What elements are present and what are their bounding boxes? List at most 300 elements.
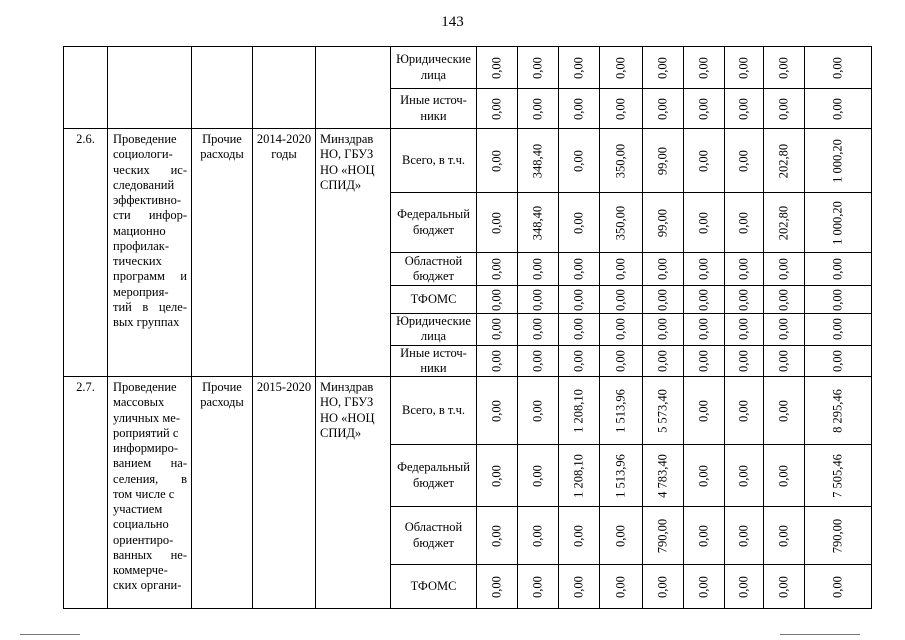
table-row xyxy=(64,129,872,193)
value-text: 0,00 xyxy=(613,97,628,120)
value-cell xyxy=(725,253,764,286)
name-word: не- xyxy=(170,547,187,562)
value-text: 0,00 xyxy=(613,56,628,79)
value-cell xyxy=(684,129,725,193)
value-text: 0,00 xyxy=(530,288,545,311)
value-text: 0,00 xyxy=(830,288,845,311)
name-word: роприятий с xyxy=(113,425,179,440)
value-text: 0,00 xyxy=(530,56,545,79)
value-text: 0,00 xyxy=(830,97,845,120)
value-cell xyxy=(600,89,643,129)
value-text: 0,00 xyxy=(776,349,791,372)
name-word: следований xyxy=(113,177,175,192)
name-word: ванием xyxy=(113,456,152,471)
name-line xyxy=(113,178,187,193)
value-text: 0,00 xyxy=(736,97,751,120)
value-text: 1 513,96 xyxy=(613,453,628,498)
source-cell: Всего, в т.ч. xyxy=(391,377,477,445)
value-cell xyxy=(518,129,559,193)
value-cell xyxy=(725,445,764,507)
value-cell xyxy=(725,507,764,565)
source-cell: ТФОМС xyxy=(391,565,477,609)
table-row xyxy=(64,377,872,445)
value-text: 4 783,40 xyxy=(655,453,670,498)
value-cell xyxy=(725,565,764,609)
value-text: 348,40 xyxy=(530,205,545,240)
value-text: 202,80 xyxy=(776,143,791,178)
name-line xyxy=(113,163,187,178)
value-cell xyxy=(559,193,600,253)
item-number: 2.6. xyxy=(64,129,108,377)
name-line xyxy=(113,395,187,410)
name-word: коммерче- xyxy=(113,563,168,577)
value-cell xyxy=(643,507,684,565)
value-text: 0,00 xyxy=(736,464,751,487)
value-text: 0,00 xyxy=(696,575,711,598)
expense-category: Прочие расходы xyxy=(192,377,253,609)
period: 2015-2020 xyxy=(253,377,316,609)
value-cell xyxy=(643,445,684,507)
name-word: социально xyxy=(113,517,169,532)
value-cell xyxy=(559,377,600,445)
value-cell xyxy=(518,286,559,314)
value-cell xyxy=(518,89,559,129)
executor-cont xyxy=(316,47,391,129)
value-cell xyxy=(805,286,872,314)
value-text: 1 208,10 xyxy=(571,453,586,498)
value-text: 0,00 xyxy=(489,464,504,487)
value-text: 0,00 xyxy=(696,56,711,79)
value-cell xyxy=(477,445,518,507)
value-text: 0,00 xyxy=(830,258,845,280)
value-cell xyxy=(805,129,872,193)
value-text: 0,00 xyxy=(655,575,670,598)
value-cell xyxy=(805,445,872,507)
value-text: 0,00 xyxy=(489,258,504,280)
executor: Минздрав НО, ГБУЗ НО «НОЦ СПИД» xyxy=(316,129,391,377)
item-number-cont xyxy=(64,47,108,129)
value-text: 1 513,96 xyxy=(613,388,628,433)
value-text: 0,00 xyxy=(830,575,845,598)
value-text: 0,00 xyxy=(571,56,586,79)
value-cell xyxy=(684,89,725,129)
value-text: 0,00 xyxy=(736,524,751,547)
name-word: ческих xyxy=(113,162,150,177)
value-text: 0,00 xyxy=(613,318,628,341)
name-word: Проведение xyxy=(113,380,177,394)
value-text: 0,00 xyxy=(736,211,751,234)
name-word: профилак- xyxy=(113,238,169,253)
value-cell xyxy=(684,47,725,89)
value-cell xyxy=(684,377,725,445)
name-line xyxy=(113,426,187,441)
name-line xyxy=(113,300,187,315)
value-cell xyxy=(805,565,872,609)
name-word: ориентиро- xyxy=(113,532,174,547)
activity-name xyxy=(108,377,192,609)
value-text: 1 208,10 xyxy=(571,388,586,433)
value-text: 0,00 xyxy=(530,97,545,120)
value-cell xyxy=(559,507,600,565)
value-text: 0,00 xyxy=(830,56,845,79)
name-line xyxy=(113,533,187,548)
value-text: 0,00 xyxy=(696,464,711,487)
value-text: 0,00 xyxy=(613,349,628,372)
value-text: 0,00 xyxy=(776,288,791,311)
value-cell xyxy=(477,565,518,609)
value-cell xyxy=(477,507,518,565)
value-cell xyxy=(684,345,725,377)
value-cell xyxy=(518,314,559,346)
value-cell xyxy=(725,193,764,253)
name-word: социологи- xyxy=(113,147,173,162)
value-text: 0,00 xyxy=(776,575,791,598)
name-line xyxy=(113,487,187,502)
name-word: ис- xyxy=(170,162,187,177)
name-line xyxy=(113,285,187,300)
value-cell xyxy=(600,377,643,445)
value-cell xyxy=(559,253,600,286)
value-cell xyxy=(805,89,872,129)
name-line xyxy=(113,254,187,269)
value-cell xyxy=(477,377,518,445)
name-word: Проведение xyxy=(113,132,177,146)
value-text: 0,00 xyxy=(571,149,586,172)
value-cell xyxy=(518,445,559,507)
value-text: 0,00 xyxy=(830,349,845,372)
value-text: 0,00 xyxy=(776,56,791,79)
name-line xyxy=(113,411,187,426)
value-cell xyxy=(559,89,600,129)
name-word: мационно xyxy=(113,223,166,238)
value-text: 0,00 xyxy=(776,97,791,120)
source-cell: Юридические лица xyxy=(391,47,477,89)
source-cell: Федеральный бюджет xyxy=(391,445,477,507)
value-cell xyxy=(600,129,643,193)
activity-name xyxy=(108,129,192,377)
value-text: 0,00 xyxy=(736,318,751,341)
expense-category-cont xyxy=(192,47,253,129)
value-text: 0,00 xyxy=(655,349,670,372)
name-word: в xyxy=(181,471,187,486)
value-text: 350,00 xyxy=(613,143,628,178)
name-word: том числе с xyxy=(113,486,175,501)
value-cell xyxy=(559,286,600,314)
name-word: тических xyxy=(113,254,162,268)
value-text: 0,00 xyxy=(736,349,751,372)
value-text: 202,80 xyxy=(776,205,791,240)
value-text: 790,00 xyxy=(655,518,670,553)
value-cell xyxy=(764,507,805,565)
value-cell xyxy=(600,47,643,89)
value-text: 0,00 xyxy=(736,56,751,79)
activity-name-cont xyxy=(108,47,192,129)
footer-rule-right xyxy=(780,634,860,635)
value-cell xyxy=(764,89,805,129)
page-number: 143 xyxy=(441,14,464,30)
value-cell xyxy=(477,314,518,346)
value-text: 0,00 xyxy=(530,258,545,280)
value-text: 790,00 xyxy=(830,518,845,553)
source-cell: Юридические лица xyxy=(391,314,477,346)
value-text: 0,00 xyxy=(613,288,628,311)
value-cell xyxy=(600,253,643,286)
name-word: на- xyxy=(170,456,187,471)
value-cell xyxy=(805,47,872,89)
value-text: 0,00 xyxy=(489,97,504,120)
value-text: 0,00 xyxy=(696,399,711,422)
value-cell xyxy=(725,314,764,346)
period-cont xyxy=(253,47,316,129)
source-cell: Областной бюджет xyxy=(391,507,477,565)
value-text: 0,00 xyxy=(530,399,545,422)
name-line xyxy=(113,269,187,284)
executor: Минздрав НО, ГБУЗ НО «НОЦ СПИД» xyxy=(316,377,391,609)
value-cell xyxy=(684,445,725,507)
value-text: 0,00 xyxy=(776,464,791,487)
name-line xyxy=(113,502,187,517)
value-text: 0,00 xyxy=(571,211,586,234)
value-cell xyxy=(725,345,764,377)
value-text: 0,00 xyxy=(489,318,504,341)
name-word: тий xyxy=(113,299,132,314)
value-text: 0,00 xyxy=(489,56,504,79)
value-cell xyxy=(600,345,643,377)
value-cell xyxy=(764,565,805,609)
name-word: вых группах xyxy=(113,315,180,329)
value-text: 99,00 xyxy=(655,208,670,237)
value-cell xyxy=(764,377,805,445)
value-text: 7 505,46 xyxy=(830,453,845,498)
source-cell: Областной бюджет xyxy=(391,253,477,286)
value-cell xyxy=(559,314,600,346)
value-text: 0,00 xyxy=(489,211,504,234)
value-text: 0,00 xyxy=(696,211,711,234)
value-text: 0,00 xyxy=(571,575,586,598)
value-cell xyxy=(600,314,643,346)
value-cell xyxy=(764,47,805,89)
value-cell xyxy=(559,565,600,609)
value-text: 0,00 xyxy=(736,288,751,311)
name-word: сти xyxy=(113,208,131,223)
value-cell xyxy=(643,345,684,377)
value-cell xyxy=(477,286,518,314)
name-line xyxy=(113,578,187,593)
name-word: программ xyxy=(113,269,165,284)
value-text: 0,00 xyxy=(736,258,751,280)
name-word: уличных ме- xyxy=(113,410,180,425)
value-cell xyxy=(518,507,559,565)
value-cell xyxy=(643,129,684,193)
value-cell xyxy=(600,193,643,253)
value-cell xyxy=(518,345,559,377)
name-word: инфор- xyxy=(148,208,187,223)
name-line xyxy=(113,224,187,239)
budget-table xyxy=(63,46,872,609)
name-line xyxy=(113,456,187,471)
name-line xyxy=(113,472,187,487)
source-cell: Иные источ-ники xyxy=(391,89,477,129)
name-word: целе- xyxy=(158,299,187,314)
value-text: 0,00 xyxy=(655,318,670,341)
value-text: 0,00 xyxy=(696,97,711,120)
value-text: 0,00 xyxy=(489,149,504,172)
value-text: 0,00 xyxy=(776,399,791,422)
value-cell xyxy=(643,47,684,89)
value-text: 0,00 xyxy=(530,464,545,487)
name-line xyxy=(113,517,187,532)
value-cell xyxy=(764,314,805,346)
value-cell xyxy=(725,286,764,314)
value-cell xyxy=(518,565,559,609)
value-cell xyxy=(600,286,643,314)
value-cell xyxy=(559,47,600,89)
value-cell xyxy=(684,193,725,253)
value-cell xyxy=(643,377,684,445)
value-cell xyxy=(477,345,518,377)
value-cell xyxy=(725,377,764,445)
value-text: 0,00 xyxy=(571,258,586,280)
value-cell xyxy=(725,47,764,89)
name-word: эффективно- xyxy=(113,193,182,207)
value-text: 0,00 xyxy=(530,524,545,547)
name-line xyxy=(113,380,187,395)
value-cell xyxy=(518,253,559,286)
value-text: 0,00 xyxy=(571,524,586,547)
name-word: ских органи- xyxy=(113,578,182,593)
value-cell xyxy=(805,193,872,253)
value-cell xyxy=(477,193,518,253)
value-cell xyxy=(643,286,684,314)
value-cell xyxy=(600,565,643,609)
name-word: и xyxy=(180,269,187,284)
value-cell xyxy=(643,89,684,129)
name-word: в xyxy=(142,299,149,314)
source-cell: Иные источ-ники xyxy=(391,345,477,377)
value-cell xyxy=(600,507,643,565)
value-cell xyxy=(805,507,872,565)
value-text: 5 573,40 xyxy=(655,388,670,433)
value-text: 0,00 xyxy=(696,288,711,311)
value-cell xyxy=(764,286,805,314)
name-word: массовых xyxy=(113,395,165,410)
value-text: 0,00 xyxy=(571,97,586,120)
value-text: 0,00 xyxy=(613,575,628,598)
value-cell xyxy=(805,345,872,377)
value-cell xyxy=(600,445,643,507)
value-cell xyxy=(764,193,805,253)
value-cell xyxy=(643,253,684,286)
name-word: мероприя- xyxy=(113,284,169,299)
value-text: 0,00 xyxy=(736,575,751,598)
value-cell xyxy=(559,445,600,507)
value-text: 0,00 xyxy=(489,524,504,547)
value-cell xyxy=(477,89,518,129)
value-text: 0,00 xyxy=(696,149,711,172)
value-cell xyxy=(764,253,805,286)
value-text: 0,00 xyxy=(613,524,628,547)
value-text: 0,00 xyxy=(571,349,586,372)
value-cell xyxy=(518,193,559,253)
value-text: 0,00 xyxy=(613,258,628,280)
value-text: 0,00 xyxy=(489,349,504,372)
value-cell xyxy=(643,193,684,253)
value-cell xyxy=(764,345,805,377)
name-word: участием xyxy=(113,502,163,516)
name-word: селения, xyxy=(113,471,159,486)
value-cell xyxy=(518,377,559,445)
value-cell xyxy=(477,129,518,193)
value-text: 1 000,20 xyxy=(830,138,845,183)
value-text: 350,00 xyxy=(613,205,628,240)
value-text: 0,00 xyxy=(696,349,711,372)
value-cell xyxy=(684,565,725,609)
name-word: ванных xyxy=(113,547,153,562)
value-text: 0,00 xyxy=(489,399,504,422)
value-text: 0,00 xyxy=(776,258,791,280)
expense-category: Прочие расходы xyxy=(192,129,253,377)
value-cell xyxy=(764,445,805,507)
value-text: 99,00 xyxy=(655,146,670,175)
value-text: 0,00 xyxy=(530,318,545,341)
name-line xyxy=(113,147,187,162)
value-cell xyxy=(684,286,725,314)
value-cell xyxy=(684,507,725,565)
value-text: 0,00 xyxy=(696,318,711,341)
value-text: 0,00 xyxy=(655,97,670,120)
source-cell: ТФОМС xyxy=(391,286,477,314)
value-cell xyxy=(805,314,872,346)
table-row xyxy=(64,47,872,89)
value-text: 0,00 xyxy=(655,56,670,79)
value-text: 0,00 xyxy=(571,318,586,341)
value-cell xyxy=(684,314,725,346)
value-cell xyxy=(559,345,600,377)
name-line xyxy=(113,441,187,456)
value-text: 0,00 xyxy=(696,524,711,547)
value-cell xyxy=(764,129,805,193)
value-text: 0,00 xyxy=(571,288,586,311)
footer-rule-left xyxy=(20,634,80,635)
value-text: 0,00 xyxy=(530,349,545,372)
value-text: 1 000,20 xyxy=(830,200,845,245)
name-line xyxy=(113,315,187,330)
value-text: 0,00 xyxy=(530,575,545,598)
value-cell xyxy=(559,129,600,193)
value-cell xyxy=(684,253,725,286)
value-text: 0,00 xyxy=(655,258,670,280)
value-cell xyxy=(643,314,684,346)
name-line xyxy=(113,208,187,223)
value-cell xyxy=(725,89,764,129)
value-text: 0,00 xyxy=(696,258,711,280)
value-text: 0,00 xyxy=(655,288,670,311)
name-line xyxy=(113,132,187,147)
value-text: 0,00 xyxy=(736,149,751,172)
name-word: информиро- xyxy=(113,441,179,455)
value-cell xyxy=(477,47,518,89)
value-cell xyxy=(805,377,872,445)
value-text: 348,40 xyxy=(530,143,545,178)
value-cell xyxy=(805,253,872,286)
name-line xyxy=(113,193,187,208)
value-cell xyxy=(477,253,518,286)
value-cell xyxy=(518,47,559,89)
source-cell: Всего, в т.ч. xyxy=(391,129,477,193)
value-text: 0,00 xyxy=(736,399,751,422)
name-line xyxy=(113,563,187,578)
value-text: 0,00 xyxy=(776,318,791,341)
